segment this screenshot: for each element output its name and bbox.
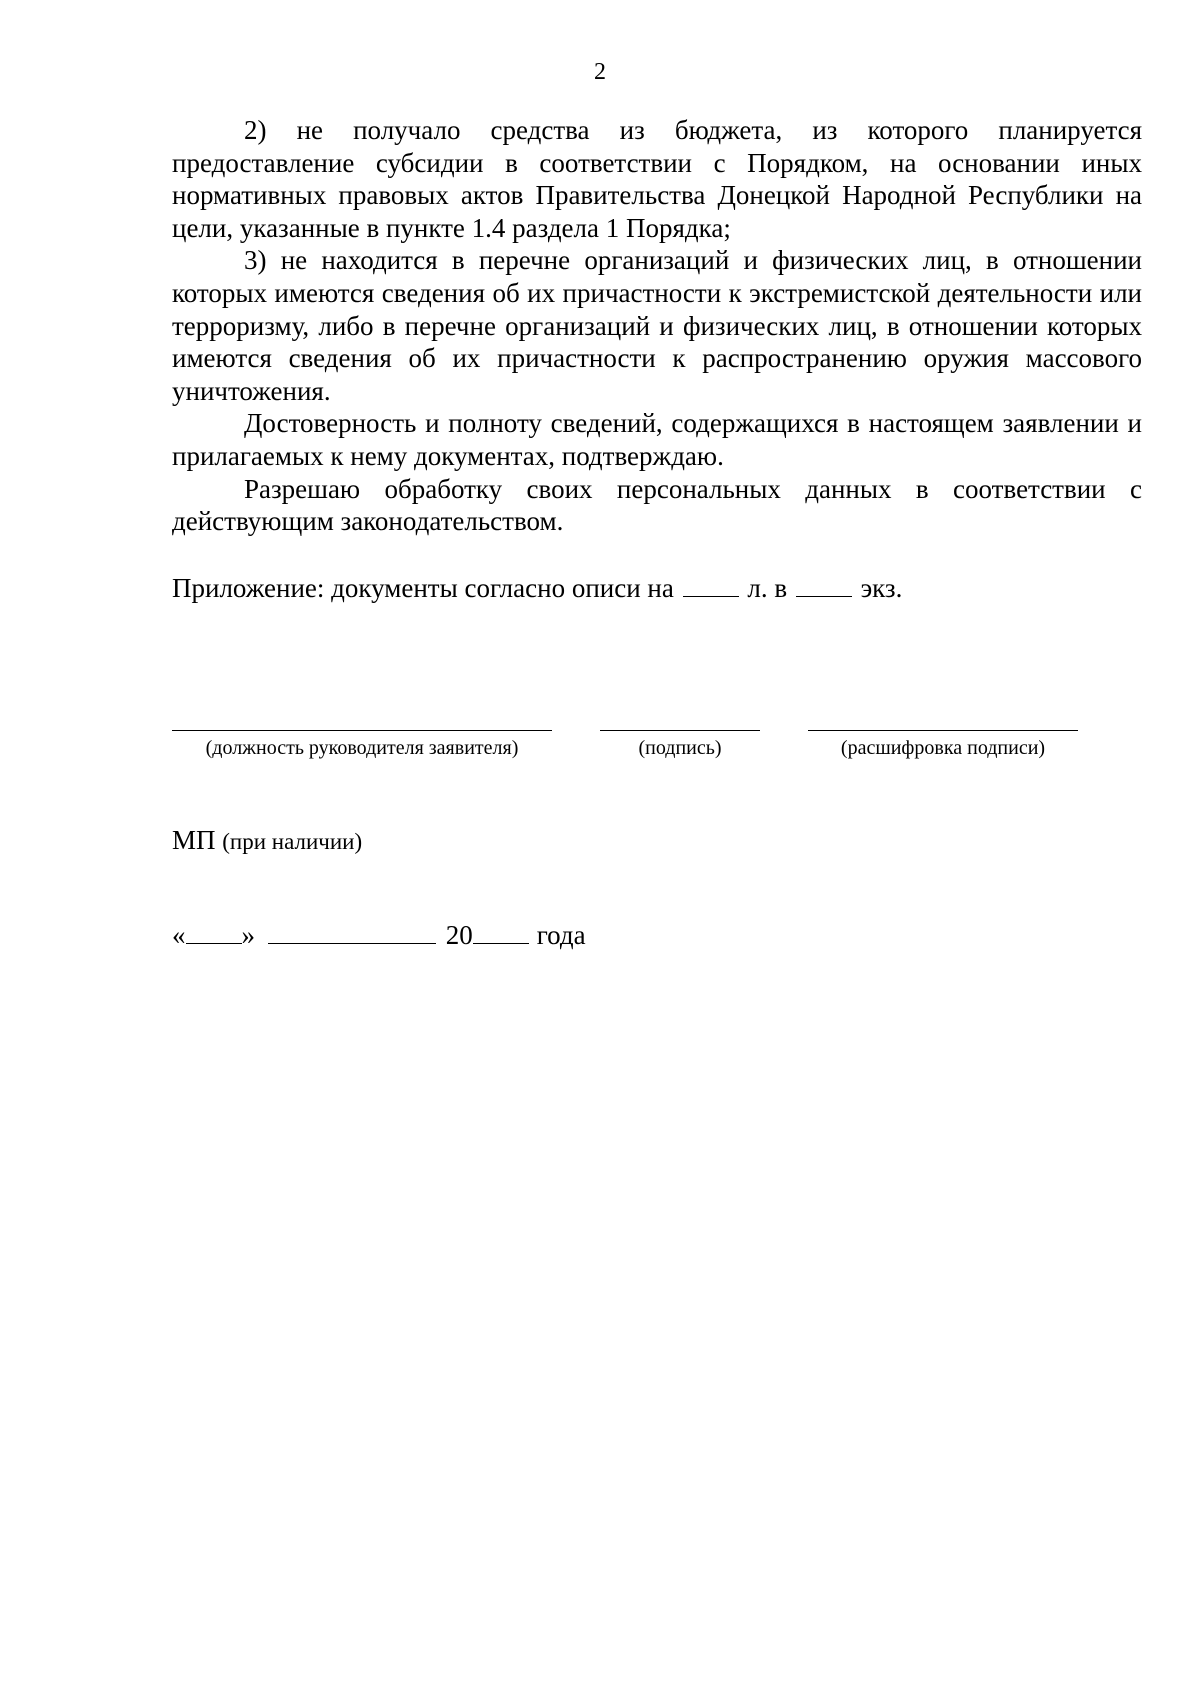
paragraph-reliability: Достоверность и полноту сведений, содержащихся в настоящем заявлении и прилагаемых к нему документах, подтверждаю. <box>172 408 1142 471</box>
stamp-note: (при наличии) <box>222 829 363 854</box>
stamp-label: МП <box>172 825 216 855</box>
stamp-place <box>172 824 362 858</box>
paragraph-personal-data: Разрешаю обработку своих персональных данных в соответствии с действующим законодательством. <box>172 473 1142 537</box>
document-body <box>172 114 1142 538</box>
signature-decoding-line[interactable] <box>808 730 1078 731</box>
position-signature-line[interactable] <box>172 730 552 731</box>
month-blank[interactable] <box>268 921 436 944</box>
attachment-prefix: Приложение: документы согласно описи на <box>172 573 674 603</box>
page-number: 2 <box>594 59 606 85</box>
year-blank[interactable] <box>473 921 529 944</box>
paragraph-item-2: 2) не получало средства из бюджета, из которого планируется предоставление субсидии в соответствии с Порядком, на основании иных нормативных правовых актов Правительства Донецкой Народной Республики на цели, указанные в пункте 1.4 раздела 1 Порядка; <box>172 115 1142 243</box>
attachment-line <box>172 572 1142 604</box>
paragraph-item-3: 3) не находится в перечне организаций и физических лиц, в отношении которых имеются сведения об их причастности к экстремистской деятельности или терроризму, либо в перечне организаций и физических лиц, в отношении которых имеются сведения об их причастности к распространению оружия массового уничтожения. <box>172 245 1142 406</box>
position-caption: (должность руководителя заявителя) <box>205 737 519 759</box>
year-prefix: 20 <box>445 920 473 950</box>
attachment-middle: л. в <box>747 573 788 603</box>
sheets-count-blank[interactable] <box>683 574 739 597</box>
day-blank[interactable] <box>186 921 242 944</box>
signature-line[interactable] <box>600 730 760 731</box>
date-line <box>172 919 586 951</box>
date-close-quote: » <box>241 920 255 950</box>
date-suffix: года <box>536 920 586 950</box>
copies-count-blank[interactable] <box>796 574 852 597</box>
date-open-quote: « <box>172 920 186 950</box>
decoding-caption: (расшифровка подписи) <box>840 737 1046 759</box>
attachment-suffix: экз. <box>860 573 903 603</box>
signature-caption: (подпись) <box>638 737 722 759</box>
